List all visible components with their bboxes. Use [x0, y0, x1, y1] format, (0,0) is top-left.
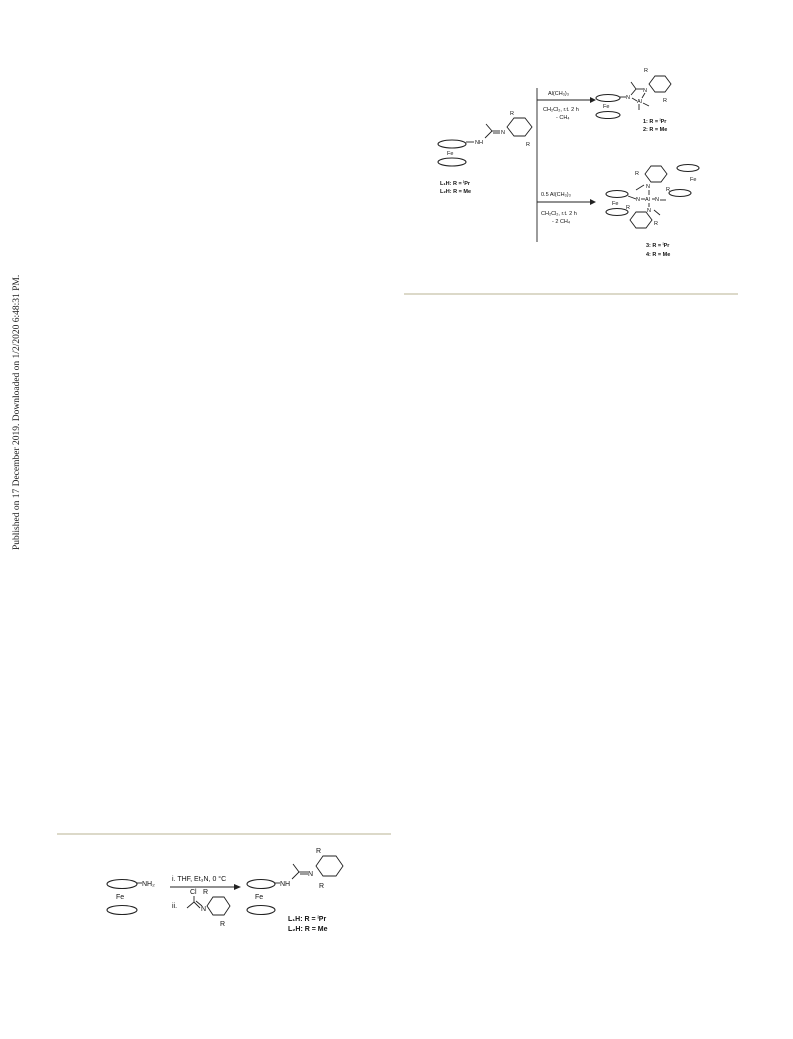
- n-label: N: [308, 871, 314, 878]
- iron-label: Fe: [603, 104, 610, 110]
- bond: [293, 864, 299, 872]
- iron-label: Fe: [447, 151, 454, 157]
- bond: [187, 902, 194, 908]
- product-2-label: 2: R = Me: [643, 127, 668, 133]
- cp-ring-lower: [107, 906, 137, 915]
- arrow-top-conditions: CH₂Cl₂, r.t. 2 h: [543, 107, 579, 113]
- aryl-ring: [649, 76, 671, 92]
- cp-ring-lower: [438, 158, 466, 166]
- iron-label: Fe: [116, 894, 125, 901]
- bond: [643, 103, 649, 106]
- cp-ring-upper: [107, 880, 137, 889]
- bond: [631, 89, 636, 95]
- amine-label: NH₂: [142, 881, 155, 888]
- cp-ring-upper: [606, 191, 628, 198]
- bond: [194, 902, 200, 908]
- chloride-label: Cl: [190, 889, 197, 896]
- n-label: N: [636, 197, 640, 203]
- n-label: N: [501, 130, 505, 136]
- product-2-structure: [606, 165, 699, 259]
- r-label: R: [654, 221, 658, 227]
- r-label: R: [663, 98, 667, 104]
- step-2-label: ii.: [172, 903, 178, 910]
- bond: [628, 196, 636, 199]
- aminoferrocene: [107, 880, 155, 915]
- iron-label: Fe: [690, 177, 697, 183]
- n-label: N: [626, 95, 630, 101]
- iron-label: Fe: [255, 894, 264, 901]
- r-label: R: [635, 171, 639, 177]
- scheme-bottom: [104, 842, 364, 942]
- aryl-ring: [507, 118, 532, 136]
- arrowhead: [590, 97, 596, 103]
- r-label: R: [319, 883, 325, 890]
- aryl-ring: [207, 897, 230, 915]
- al-label: Al: [645, 197, 650, 203]
- n-label: N: [655, 197, 659, 203]
- cp-ring-upper: [596, 95, 620, 102]
- ligand-structure: [438, 111, 532, 195]
- al-label: Al: [637, 99, 642, 105]
- scheme-divider-bottom: [57, 833, 391, 835]
- aryl-ring: [316, 856, 343, 876]
- scheme-divider-top: [404, 293, 738, 295]
- product-4-label: 4: R = Me: [646, 252, 671, 258]
- aryl-ring: [630, 212, 652, 228]
- r-label: R: [626, 205, 630, 211]
- ligand-label-1: L₁H: R = ⁱPr: [440, 181, 470, 187]
- amidine-ligand: [247, 848, 343, 933]
- arrow-top-reagent: Al(CH₃)₃: [548, 91, 569, 97]
- n-label: N: [647, 208, 651, 214]
- arrow-bottom-reagent: 0.5 Al(CH₃)₃: [541, 192, 571, 198]
- cp-ring-upper: [247, 880, 275, 889]
- step-1-conditions: i. THF, Et₃N, 0 °C: [172, 876, 227, 883]
- nh-label: NH: [475, 140, 483, 146]
- r-label: R: [316, 848, 322, 855]
- bond: [486, 124, 492, 131]
- r-label: R: [220, 921, 226, 928]
- cp-ring-lower: [247, 906, 275, 915]
- bond: [292, 872, 299, 879]
- product-1-label: 1: R = ⁱPr: [643, 119, 667, 125]
- cp-ring-upper: [438, 140, 466, 148]
- publication-margin-note: Published on 17 December 2019. Downloaded on 1/2/2020 6:48:31 PM.: [12, 274, 22, 550]
- n-label: N: [646, 184, 650, 190]
- bond: [631, 82, 636, 89]
- ligand-label-2: L₂H: R = Me: [288, 926, 328, 933]
- bond: [636, 185, 644, 190]
- iron-label: Fe: [612, 201, 619, 207]
- arrow-bottom-conditions: CH₂Cl₂, r.t. 2 h: [541, 211, 577, 217]
- ligand-label-2: L₂H: R = Me: [440, 189, 472, 195]
- product-3-label: 3: R = ⁱPr: [646, 243, 670, 249]
- product-1-structure: [596, 68, 671, 133]
- ligand-label-1: L₁H: R = ⁱPr: [288, 916, 327, 923]
- arrowhead: [234, 884, 241, 890]
- cp-ring-upper: [677, 165, 699, 172]
- cp-ring-lower: [596, 112, 620, 119]
- r-label: R: [526, 142, 530, 148]
- aryl-ring: [645, 166, 667, 182]
- arrowhead: [590, 199, 596, 205]
- scheme-top: [440, 60, 770, 260]
- n-label: N: [201, 906, 207, 913]
- r-label: R: [510, 111, 514, 117]
- arrow-bottom-byproduct: - 2 CH₄: [552, 219, 571, 225]
- n-label: N: [643, 88, 647, 94]
- nh-label: NH: [280, 881, 291, 888]
- arrow-top-byproduct: - CH₄: [556, 115, 570, 121]
- r-label: R: [203, 889, 209, 896]
- cp-ring-lower: [669, 190, 691, 197]
- bond: [654, 210, 660, 215]
- cp-ring-lower: [606, 209, 628, 216]
- r-label: R: [666, 187, 670, 193]
- imidoyl-chloride: [187, 889, 230, 928]
- r-label: R: [644, 68, 648, 74]
- bond: [485, 131, 492, 138]
